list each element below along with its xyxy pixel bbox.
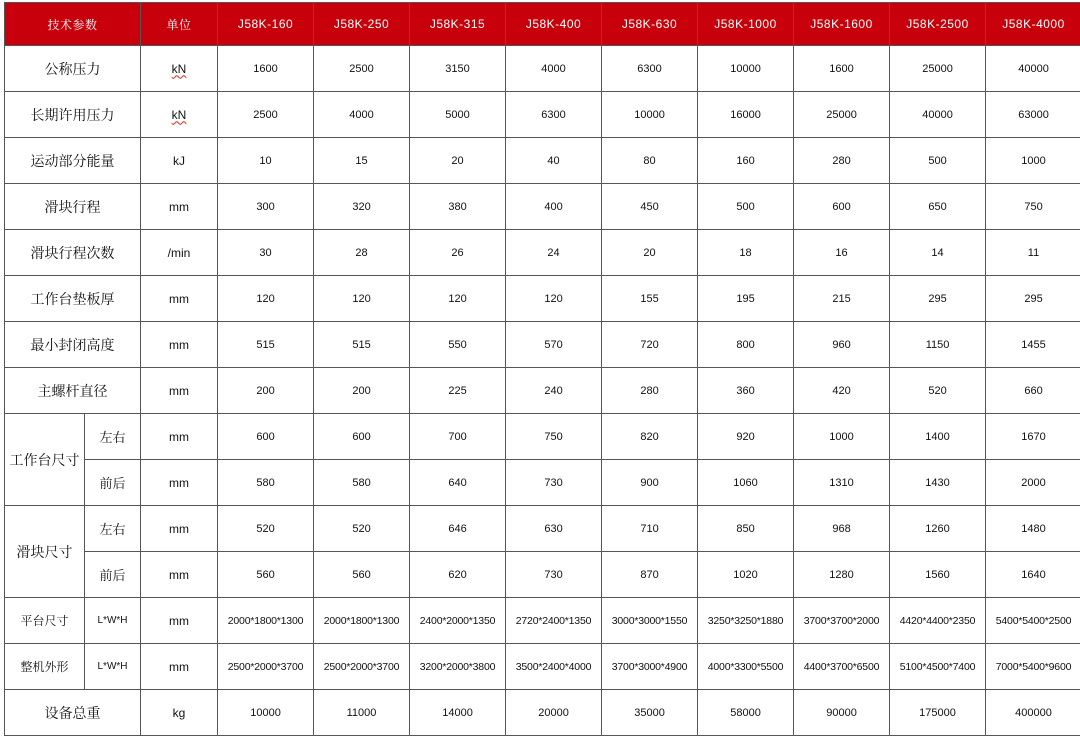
cell: 1640 [986,552,1080,598]
cell: 968 [794,506,890,552]
cell: 3700*3700*2000 [794,598,890,644]
table-row [5,276,1080,322]
cell: 25000 [890,46,986,92]
cell: 380 [410,184,506,230]
cell: 500 [890,138,986,184]
spec-table [4,2,1080,736]
cell: 11 [986,230,1080,276]
header-model: J58K-4000 [986,3,1080,46]
cell: 2000*1800*1300 [314,598,410,644]
table-row [5,184,1080,230]
group-label: 工作台尺寸 [5,414,85,506]
cell: 63000 [986,92,1080,138]
cell: 6300 [506,92,602,138]
cell: 40 [506,138,602,184]
cell: 295 [986,276,1080,322]
cell: 920 [698,414,794,460]
cell: 28 [314,230,410,276]
header-model: J58K-160 [218,3,314,46]
cell: 1000 [986,138,1080,184]
cell: 1455 [986,322,1080,368]
cell: 20 [410,138,506,184]
cell: 175000 [890,690,986,736]
cell: 15 [314,138,410,184]
cell: 1280 [794,552,890,598]
cell: 200 [314,368,410,414]
cell: 2720*2400*1350 [506,598,602,644]
cell: 5400*5400*2500 [986,598,1080,644]
row-label: 公称压力 [5,46,141,92]
cell: 720 [602,322,698,368]
cell: 520 [218,506,314,552]
table-row [5,230,1080,276]
cell: 40000 [890,92,986,138]
cell: 10 [218,138,314,184]
cell: 400 [506,184,602,230]
cell: 1400 [890,414,986,460]
cell: 580 [314,460,410,506]
cell: 360 [698,368,794,414]
group-label: 滑块尺寸 [5,506,85,598]
cell: 2500*2000*3700 [314,644,410,690]
table-row [5,552,1080,598]
row-unit: mm [141,506,218,552]
cell: 200 [218,368,314,414]
cell: 14 [890,230,986,276]
cell: 710 [602,506,698,552]
row-unit: mm [141,322,218,368]
cell: 820 [602,414,698,460]
cell: 730 [506,460,602,506]
row-unit: mm [141,552,218,598]
table-row [5,322,1080,368]
header-model: J58K-1000 [698,3,794,46]
cell: 25000 [794,92,890,138]
cell: 1150 [890,322,986,368]
cell: 620 [410,552,506,598]
table-row [5,92,1080,138]
row-label: 长期许用压力 [5,92,141,138]
cell: 16 [794,230,890,276]
cell: 600 [314,414,410,460]
cell: 560 [218,552,314,598]
row-unit: /min [141,230,218,276]
cell: 300 [218,184,314,230]
table-row [5,506,1080,552]
cell: 1560 [890,552,986,598]
cell: 58000 [698,690,794,736]
table-row [5,644,1080,690]
cell: 3200*2000*3800 [410,644,506,690]
header-model: J58K-250 [314,3,410,46]
cell: 120 [506,276,602,322]
cell: 20000 [506,690,602,736]
cell: 225 [410,368,506,414]
cell: 215 [794,276,890,322]
cell: 160 [698,138,794,184]
row-label: 主螺杆直径 [5,368,141,414]
cell: 35000 [602,690,698,736]
cell: 30 [218,230,314,276]
cell: 4000*3300*5500 [698,644,794,690]
cell: 560 [314,552,410,598]
cell: 155 [602,276,698,322]
cell: 515 [314,322,410,368]
row-unit: kN [141,92,218,138]
cell: 1060 [698,460,794,506]
cell: 800 [698,322,794,368]
cell: 11000 [314,690,410,736]
table-row [5,46,1080,92]
cell: 850 [698,506,794,552]
header-model: J58K-400 [506,3,602,46]
cell: 1260 [890,506,986,552]
header-row [5,3,1080,46]
cell: 640 [410,460,506,506]
cell: 700 [410,414,506,460]
row-label: 最小封闭高度 [5,322,141,368]
cell: 5100*4500*7400 [890,644,986,690]
row-unit: kJ [141,138,218,184]
cell: 3500*2400*4000 [506,644,602,690]
cell: 730 [506,552,602,598]
cell: 4400*3700*6500 [794,644,890,690]
cell: 2000 [986,460,1080,506]
header-model: J58K-630 [602,3,698,46]
cell: 630 [506,506,602,552]
cell: 4420*4400*2350 [890,598,986,644]
row-label: 平台尺寸 [5,598,85,644]
cell: 580 [218,460,314,506]
cell: 295 [890,276,986,322]
cell: 120 [314,276,410,322]
cell: 2500 [314,46,410,92]
row-sublabel: L*W*H [85,598,141,644]
cell: 1310 [794,460,890,506]
table-row [5,690,1080,736]
cell: 450 [602,184,698,230]
cell: 26 [410,230,506,276]
cell: 520 [890,368,986,414]
cell: 320 [314,184,410,230]
cell: 10000 [602,92,698,138]
cell: 3000*3000*1550 [602,598,698,644]
row-sublabel: L*W*H [85,644,141,690]
cell: 20 [602,230,698,276]
subrow-label: 前后 [85,552,141,598]
row-unit: mm [141,414,218,460]
cell: 4000 [506,46,602,92]
cell: 80 [602,138,698,184]
cell: 195 [698,276,794,322]
cell: 1430 [890,460,986,506]
row-unit: mm [141,276,218,322]
cell: 600 [218,414,314,460]
header-model: J58K-315 [410,3,506,46]
cell: 515 [218,322,314,368]
cell: 650 [890,184,986,230]
cell: 550 [410,322,506,368]
cell: 420 [794,368,890,414]
cell: 1480 [986,506,1080,552]
subrow-label: 左右 [85,414,141,460]
header-model: J58K-2500 [890,3,986,46]
row-unit: mm [141,184,218,230]
header-model: J58K-1600 [794,3,890,46]
cell: 1020 [698,552,794,598]
row-unit: kN [141,46,218,92]
cell: 5000 [410,92,506,138]
cell: 14000 [410,690,506,736]
cell: 750 [986,184,1080,230]
cell: 7000*5400*9600 [986,644,1080,690]
row-unit: mm [141,368,218,414]
cell: 4000 [314,92,410,138]
cell: 1600 [218,46,314,92]
cell: 1670 [986,414,1080,460]
cell: 3150 [410,46,506,92]
row-label: 整机外形 [5,644,85,690]
subrow-label: 前后 [85,460,141,506]
cell: 600 [794,184,890,230]
table-row [5,138,1080,184]
row-label: 工作台垫板厚 [5,276,141,322]
cell: 400000 [986,690,1080,736]
cell: 280 [794,138,890,184]
cell: 750 [506,414,602,460]
row-unit: mm [141,598,218,644]
cell: 500 [698,184,794,230]
row-label: 滑块行程 [5,184,141,230]
cell: 40000 [986,46,1080,92]
cell: 2500 [218,92,314,138]
cell: 660 [986,368,1080,414]
table-row [5,598,1080,644]
cell: 10000 [698,46,794,92]
cell: 240 [506,368,602,414]
row-label: 运动部分能量 [5,138,141,184]
cell: 24 [506,230,602,276]
cell: 900 [602,460,698,506]
cell: 646 [410,506,506,552]
row-unit: mm [141,460,218,506]
cell: 870 [602,552,698,598]
cell: 16000 [698,92,794,138]
cell: 2000*1800*1300 [218,598,314,644]
cell: 570 [506,322,602,368]
table-row [5,414,1080,460]
cell: 3250*3250*1880 [698,598,794,644]
cell: 1000 [794,414,890,460]
header-unit: 单位 [141,3,218,46]
table-row [5,460,1080,506]
table-row [5,368,1080,414]
cell: 18 [698,230,794,276]
subrow-label: 左右 [85,506,141,552]
row-unit: mm [141,644,218,690]
cell: 2400*2000*1350 [410,598,506,644]
cell: 1600 [794,46,890,92]
row-label: 滑块行程次数 [5,230,141,276]
cell: 10000 [218,690,314,736]
row-unit: kg [141,690,218,736]
cell: 3700*3000*4900 [602,644,698,690]
row-label: 设备总重 [5,690,141,736]
cell: 6300 [602,46,698,92]
cell: 520 [314,506,410,552]
cell: 960 [794,322,890,368]
header-param: 技术参数 [5,3,141,46]
cell: 90000 [794,690,890,736]
cell: 280 [602,368,698,414]
cell: 2500*2000*3700 [218,644,314,690]
cell: 120 [218,276,314,322]
cell: 120 [410,276,506,322]
